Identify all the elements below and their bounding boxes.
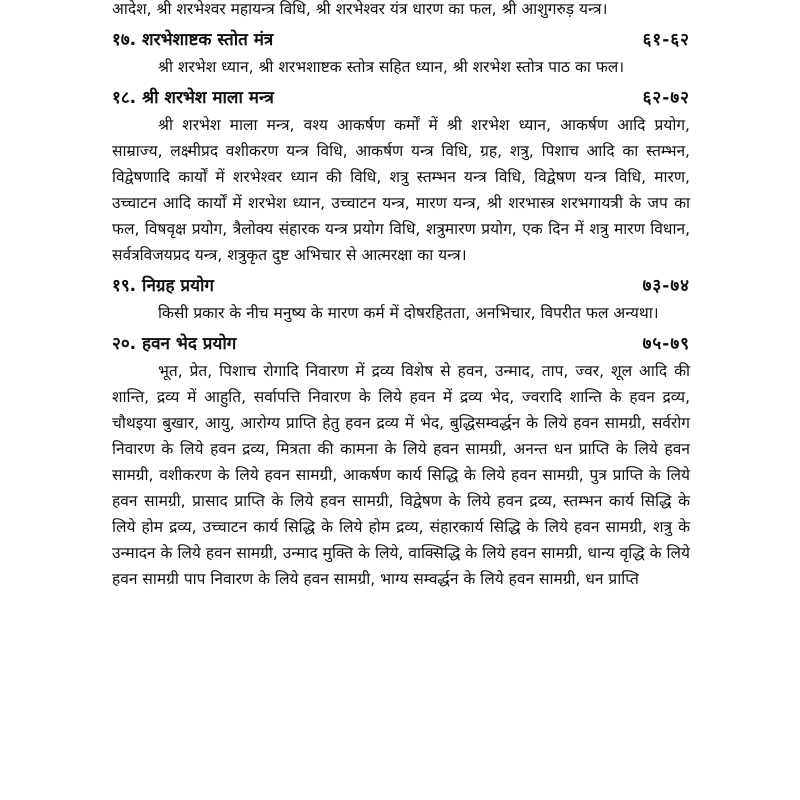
book-page	[112, 0, 690, 592]
section-body: भूत, प्रेत, पिशाच रोगादि निवारण में द्रव्य विशेष से हवन, उन्माद, ताप, ज्वर, शूल आदि की शान्ति, द्रव्य में आहुति, सर्वापत्ति निवारण के लिये हवन में द्रव्य भेद, ज्वरादि शान्ति के हवन द्रव्य, चौथइया बुखार, आयु, आरोग्य प्राप्ति हेतु हवन द्रव्य में भेद, बुद्धिसम्वर्द्धन के लिये हवन सामग्री, सर्वरोग निवारण के लिये हवन द्रव्य, मित्रता की कामना के लिये हवन सामग्री, अनन्त धन प्राप्ति के लिये हवन सामग्री, वशीकरण के लिये हवन सामग्री, आकर्षण कार्य सिद्धि के लिये हवन सामग्री, पुत्र प्राप्ति के लिये हवन सामग्री, प्रासाद प्राप्ति के लिये हवन सामग्री, विद्वेषण के लिये हवन द्रव्य, स्तम्भन कार्य सिद्धि के लिये होम द्रव्य, उच्चाटन कार्य सिद्धि के लिये होम द्रव्य, संहारकार्य सिद्धि के लिये हवन सामग्री, शत्रु के उन्मादन के लिये हवन सामग्री, उन्माद मुक्ति के लिये, वाक्सिद्धि के लिये हवन सामग्री, धान्य वृद्धि के लिये हवन सामग्री पाप निवारण के लिये हवन सामग्री, भाग्य सम्वर्द्धन के लिये हवन सामग्री, धन प्राप्ति	[112, 362, 690, 588]
section-title: १९. निग्रह प्रयोग	[112, 276, 214, 296]
section-page-range: ७५-७९	[642, 334, 690, 354]
section-17	[112, 26, 690, 80]
section-body: किसी प्रकार के नीच मनुष्य के मारण कर्म में दोषरहितता, अनभिचार, विपरीत फल अन्यथा।	[158, 304, 659, 322]
section-page-range: ६२-७२	[642, 88, 690, 108]
continuation-paragraph: आदेश, श्री शरभेश्वर महायन्त्र विधि, श्री शरभेश्वर यंत्र धारण का फल, श्री आशुगरुड़ यन्त्र।	[112, 0, 608, 18]
section-title: १८. श्री शरभेश माला मन्त्र	[112, 88, 274, 108]
section-body: श्री शरभेश माला मन्त्र, वश्य आकर्षण कर्मों में श्री शरभेश ध्यान, आकर्षण आदि प्रयोग, साम्राज्य, लक्ष्मीप्रद वशीकरण यन्त्र विधि, आकर्षण यन्त्र विधि, ग्रह, शत्रु, पिशाच आदि का स्तम्भन, विद्वेषणादि कार्यों में शरभेश्वर ध्यान की विधि, शत्रु स्तम्भन यन्त्र विधि, विद्वेषण यन्त्र विधि, मारण, उच्चाटन आदि कार्यों में शरभेश ध्यान, उच्चाटन यन्त्र, मारण यन्त्र, श्री शरभास्त्र शरभगायत्री के जप का फल, विषवृक्ष प्रयोग, त्रैलोक्य संहारक यन्त्र प्रयोग विधि, शत्रुमारण प्रयोग, एक दिन में शत्रु मारण विधान, सर्वत्रविजयप्रद यन्त्र, शत्रुकृत दुष्ट अभिचार से आत्मरक्षा का यन्त्र।	[112, 116, 690, 264]
section-18	[112, 84, 690, 268]
section-19	[112, 272, 690, 326]
section-page-range: ६१-६२	[642, 30, 690, 50]
section-heading	[112, 272, 690, 300]
section-page-range: ७३-७४	[642, 276, 690, 296]
section-title: १७. शरभेशाष्टक स्तोत मंत्र	[112, 30, 274, 50]
section-heading	[112, 330, 690, 358]
section-heading	[112, 26, 690, 54]
section-20	[112, 330, 690, 592]
section-title: २०. हवन भेद प्रयोग	[112, 334, 237, 354]
section-heading	[112, 84, 690, 112]
section-body: श्री शरभेश ध्यान, श्री शरभशाष्टक स्तोत्र सहित ध्यान, श्री शरभेश स्तोत्र पाठ का फल।	[158, 58, 625, 76]
